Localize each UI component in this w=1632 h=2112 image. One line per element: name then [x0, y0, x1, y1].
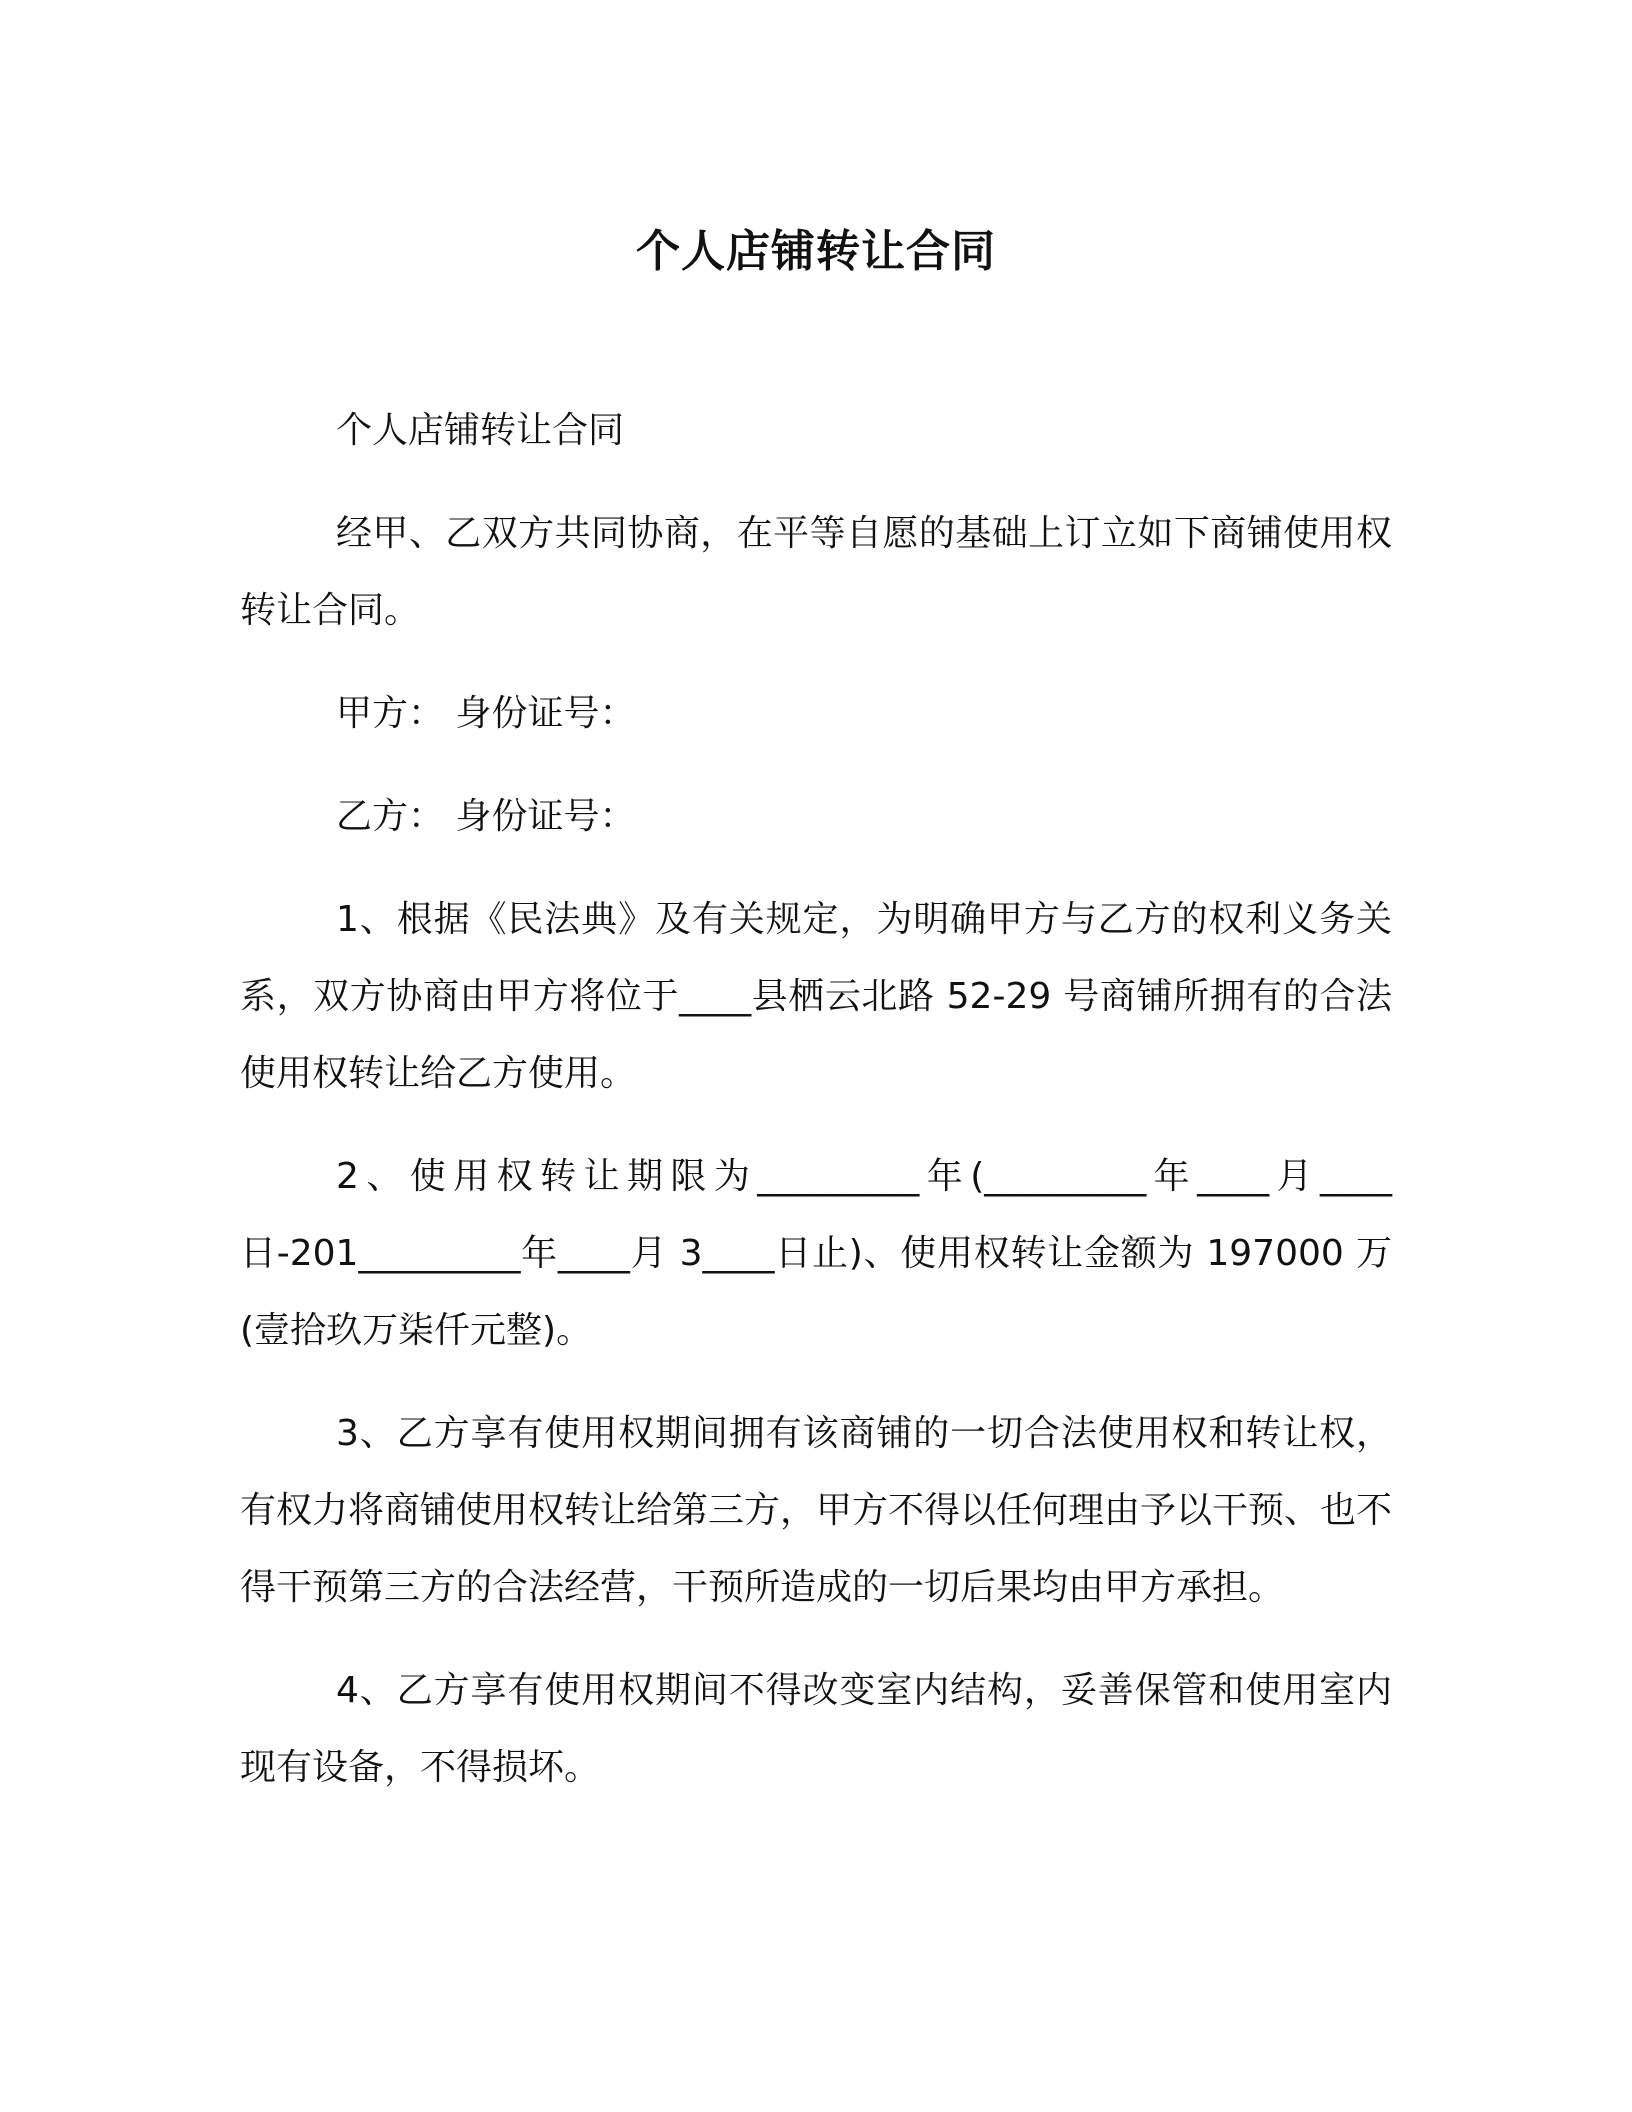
paragraph-clause-3: 3、乙方享有使用权期间拥有该商铺的一切合法使用权和转让权，有权力将商铺使用权转让给第三方，甲方不得以任何理由予以干预、也不得干预第三方的合法经营，干预所造成的一切后果均由甲方承担。 — [240, 1413, 1393, 1608]
paragraph-clause-1: 1、根据《民法典》及有关规定，为明确甲方与乙方的权利义务关系，双方协商由甲方将位于____县栖云北路 52-29 号商铺所拥有的合法使用权转让给乙方使用。 — [240, 899, 1392, 1094]
paragraph-clause-4: 4、乙方享有使用权期间不得改变室内结构，妥善保管和使用室内现有设备，不得损坏。 — [240, 1670, 1392, 1788]
paragraph-clause-2: 2、使用权转让期限为_________年(_________年____月____日-201_________年____月 3____日止)、使用权转让金额为 197000 万(壹拾玖万柒仟元整)。 — [240, 1156, 1392, 1351]
paragraph-party-a: 甲方： 身份证号： — [336, 693, 636, 734]
document-body — [240, 392, 1392, 1832]
paragraph-party-b: 乙方： 身份证号： — [336, 796, 636, 837]
document-title: 个人店铺转让合同 — [636, 226, 996, 277]
paragraph-subtitle: 个人店铺转让合同 — [336, 410, 625, 451]
paragraph-intro: 经甲、乙双方共同协商，在平等自愿的基础上订立如下商铺使用权转让合同。 — [240, 513, 1392, 631]
